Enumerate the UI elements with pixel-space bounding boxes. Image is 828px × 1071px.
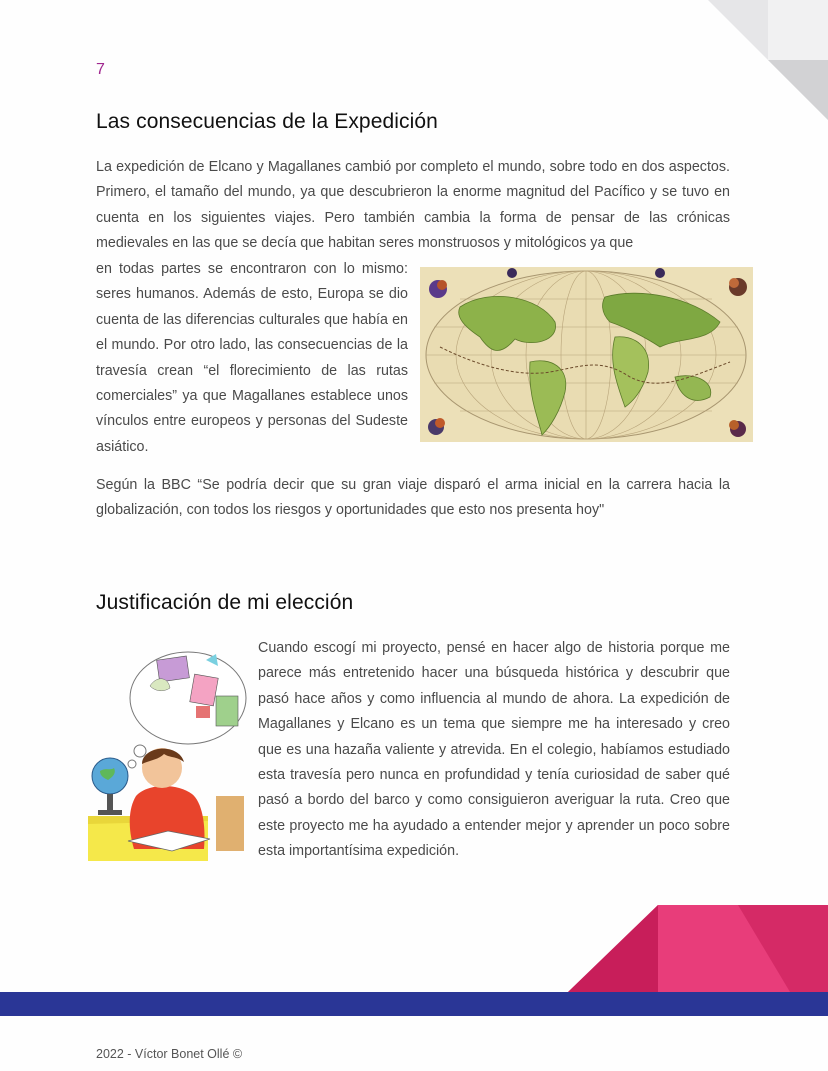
page-corner-decoration [708, 0, 828, 120]
child-reading-illustration [88, 646, 248, 861]
section-title-consecuencias: Las consecuencias de la Expedición [96, 110, 438, 133]
footer-copyright: 2022 - Víctor Bonet Ollé © [96, 1047, 243, 1061]
footer-decoration [0, 900, 828, 1020]
page-number: 7 [96, 61, 105, 78]
bbc-quote-paragraph: Según la BBC “Se podría decir que su gran viaje disparó el arma inicial en la carrera hacia la globalización, con todos los riesgos y oportunidades que esto nos presenta hoy" [96, 477, 730, 519]
section-title-justificacion: Justificación de mi elección [96, 591, 354, 614]
intro-paragraph: La expedición de Elcano y Magallanes cambió por completo el mundo, sobre todo en dos aspectos. Primero, el tamaño del mundo, ya que descubrieron la enorme magnitud del Pacífico y se tuvo en cuenta en los siguientes viajes. Pero también cambia la forma de pensar de las crónicas medievales en las que se decía que habitan seres monstruosos y mitológicos ya que [96, 159, 730, 252]
side-paragraph: en todas partes se encontraron con lo mismo: seres humanos. Además de esto, Europa se dio cuenta de las diferencias culturales que había en el mundo. Por otro lado, las consecuencias de la travesía crean “el florecimiento de las rutas comerciales” ya que Magallanes establece unos vínculos entre europeos y personas del Sudeste asiático. [96, 261, 408, 455]
justification-paragraph: Cuando escogí mi proyecto, pensé en hacer algo de historia porque me parece más entretenido hacer una búsqueda histórica y descubrir que pasó hace años y como influencia al mundo de ahora. La expedición de Magallanes y Elcano es un tema que siempre me ha interesado y creo que es una hazaña valiente y atrevida. En el colegio, habíamos estudiado esta travesía pero nunca en profundidad y tenía curiosidad de saber qué pasó a bordo del barco y como consiguieron averiguar la ruta. Creo que este proyecto me ha ayudado a entender mejor y aprender un poco sobre esta importantísima expedición. [258, 640, 730, 860]
world-map-image [420, 267, 753, 442]
